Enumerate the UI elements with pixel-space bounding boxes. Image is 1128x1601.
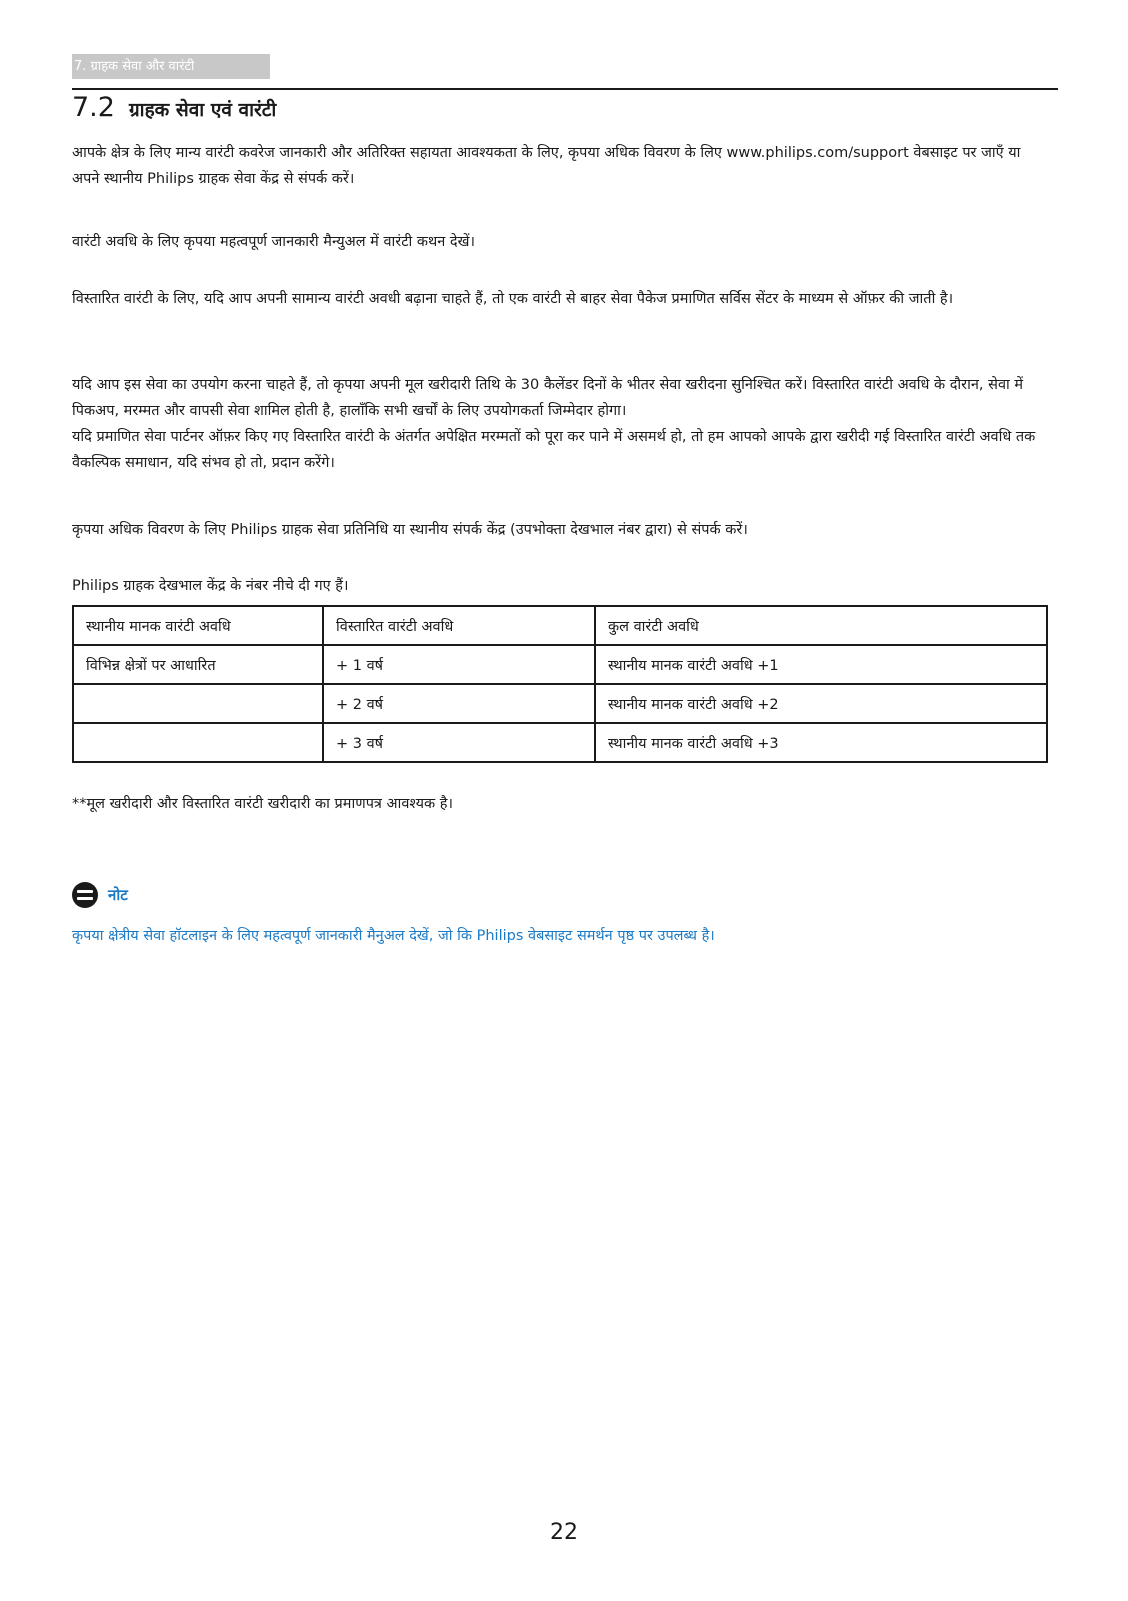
footnote: **मूल खरीदारी और विस्तारित वारंटी खरीदारी का प्रमाणपत्र आवश्यक है। xyxy=(72,796,453,812)
table-cell: + 3 वर्ष xyxy=(323,723,595,762)
paragraph-service-usage-a: यदि आप इस सेवा का उपयोग करना चाहते हैं, तो कृपया अपनी मूल खरीदारी तिथि के 30 कैलेंडर दिनों के भीतर सेवा खरीदना सुनिश्चित करें। विस्तारित वारंटी अवधि के दौरान, सेवा में पिकअप, मरम्मत और वापसी सेवा शामिल होती है, हालाँकि सभी खर्चों के लिए उपयोगकर्ता जिम्मेदार होगा। xyxy=(72,377,1024,419)
chapter-tab: 7. ग्राहक सेवा और वारंटी xyxy=(72,54,270,79)
section-heading: ग्राहक सेवा एवं वारंटी xyxy=(128,99,277,121)
paragraph-warranty-coverage: आपके क्षेत्र के लिए मान्य वारंटी कवरेज जानकारी और अतिरिक्त सहायता आवश्यकता के लिए, कृपया अधिक विवरण के लिए www.philips.com/support वेबसाइट पर जाएँ या अपने स्थानीय Philips ग्राहक सेवा केंद्र से संपर्क करें। xyxy=(72,145,1021,187)
table-cell: + 2 वर्ष xyxy=(323,684,595,723)
paragraph-service-usage-b: यदि प्रमाणित सेवा पार्टनर ऑफ़र किए गए विस्तारित वारंटी के अंतर्गत अपेक्षित मरम्मतों को पूरा कर पाने में असमर्थ हो, तो हम आपको आपके द्वारा खरीदी गई विस्तारित वारंटी अवधि तक वैकल्पिक समाधान, यदि संभव हो तो, प्रदान करेंगे। xyxy=(72,429,1036,471)
note-label: नोट xyxy=(108,886,128,904)
paragraph-service-usage xyxy=(72,372,1052,476)
table-header-cell: स्थानीय मानक वारंटी अवधि xyxy=(73,606,323,645)
note-header xyxy=(72,882,128,908)
table-caption: Philips ग्राहक देखभाल केंद्र के नंबर नीचे दी गए हैं। xyxy=(72,578,349,594)
table-cell xyxy=(73,684,323,723)
note-text: कृपया क्षेत्रीय सेवा हॉटलाइन के लिए महत्वपूर्ण जानकारी मैनुअल देखें, जो कि Philips वेबसाइट समर्थन पृष्ठ पर उपलब्ध है। xyxy=(72,928,715,944)
table-row xyxy=(73,684,1047,723)
paragraph-extended-warranty: विस्तारित वारंटी के लिए, यदि आप अपनी सामान्य वारंटी अवधी बढ़ाना चाहते हैं, तो एक वारंटी से बाहर सेवा पैकेज प्रमाणित सर्विस सेंटर के माध्यम से ऑफ़र की जाती है। xyxy=(72,291,954,307)
table-cell xyxy=(73,723,323,762)
table-cell: स्थानीय मानक वारंटी अवधि +3 xyxy=(595,723,1047,762)
table-header-cell: कुल वारंटी अवधि xyxy=(595,606,1047,645)
table-header-row xyxy=(73,606,1047,645)
table-cell: + 1 वर्ष xyxy=(323,645,595,684)
note-icon xyxy=(72,882,98,908)
table-cell: स्थानीय मानक वारंटी अवधि +1 xyxy=(595,645,1047,684)
table-cell: स्थानीय मानक वारंटी अवधि +2 xyxy=(595,684,1047,723)
section-number: 7.2 xyxy=(72,92,115,123)
section-title xyxy=(72,92,276,123)
paragraph-warranty-period: वारंटी अवधि के लिए कृपया महत्वपूर्ण जानकारी मैन्युअल में वारंटी कथन देखें। xyxy=(72,234,475,250)
paragraph-contact: कृपया अधिक विवरण के लिए Philips ग्राहक सेवा प्रतिनिधि या स्थानीय संपर्क केंद्र (उपभोक्ता देखभाल नंबर द्वारा) से संपर्क करें। xyxy=(72,522,748,538)
warranty-table xyxy=(72,605,1048,763)
table-cell: विभिन्न क्षेत्रों पर आधारित xyxy=(73,645,323,684)
page-number: 22 xyxy=(550,1520,578,1545)
table-row xyxy=(73,645,1047,684)
table-row xyxy=(73,723,1047,762)
header-rule xyxy=(72,88,1058,90)
table-header-cell: विस्तारित वारंटी अवधि xyxy=(323,606,595,645)
